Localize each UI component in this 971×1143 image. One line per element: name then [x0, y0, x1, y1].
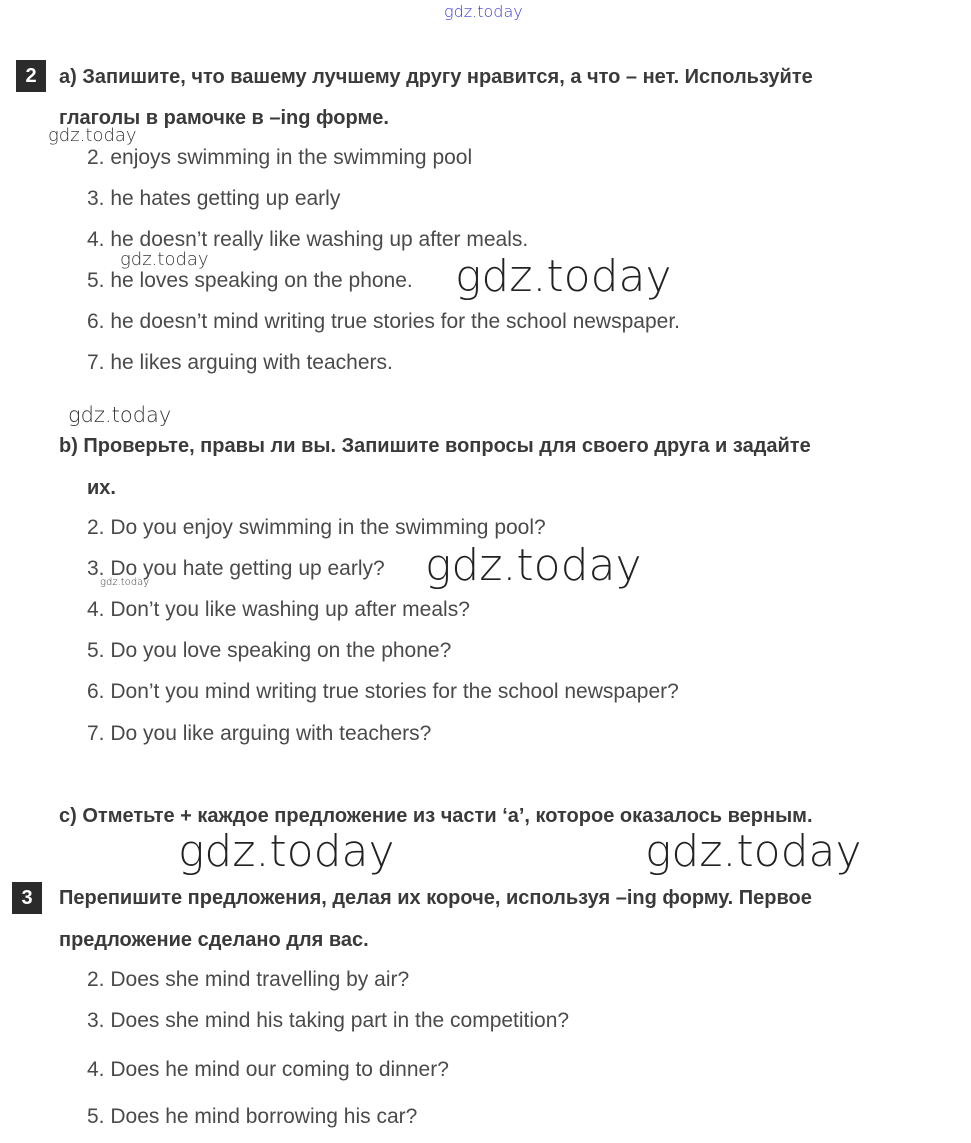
watermark: gdz.today [645, 826, 862, 877]
instruction: а) Запишите, что вашему лучшему другу нравится, а что – нет. Используйте [59, 66, 813, 88]
answer: 4. Don’t you like washing up after meals? [87, 598, 470, 621]
watermark: gdz.today [48, 125, 137, 146]
watermark: gdz.today [455, 251, 672, 302]
exercise-number: 3 [12, 882, 42, 914]
instruction: глаголы в рамочке в –ing форме. [59, 107, 389, 129]
answer: 5. Do you love speaking on the phone? [87, 639, 452, 662]
instruction: с) Отметьте + каждое предложение из части ‘а’, которое оказалось верным. [59, 805, 813, 827]
instruction: их. [87, 477, 116, 499]
answer: 7. Do you like arguing with teachers? [87, 722, 432, 745]
watermark: gdz.today [100, 577, 150, 588]
answer: 3. Do you hate getting up early? [87, 557, 385, 580]
answer: 2. Does she mind travelling by air? [87, 968, 410, 991]
instruction: b) Проверьте, правы ли вы. Запишите вопросы для своего друга и задайте [59, 435, 811, 457]
answer: 4. he doesn’t really like washing up after meals. [87, 228, 529, 251]
watermark: gdz.today [178, 826, 395, 877]
watermark: gdz.today [444, 2, 523, 21]
watermark: gdz.today [68, 403, 172, 427]
answer: 5. he loves speaking on the phone. [87, 269, 413, 292]
answer: 6. Don’t you mind writing true stories for the school newspaper? [87, 680, 679, 703]
watermark: gdz.today [425, 540, 642, 591]
instruction: предложение сделано для вас. [59, 929, 369, 951]
answer: 6. he doesn’t mind writing true stories for the school newspaper. [87, 310, 680, 333]
answer: 4. Does he mind our coming to dinner? [87, 1058, 449, 1081]
answer: 3. he hates getting up early [87, 187, 341, 210]
exercise-number: 2 [16, 60, 46, 92]
instruction: Перепишите предложения, делая их короче, используя –ing форму. Первое [59, 887, 812, 909]
answer: 2. Do you enjoy swimming in the swimming pool? [87, 516, 546, 539]
answer: 7. he likes arguing with teachers. [87, 351, 393, 374]
answer: 2. enjoys swimming in the swimming pool [87, 146, 473, 169]
watermark: gdz.today [120, 249, 209, 270]
answer: 3. Does she mind his taking part in the competition? [87, 1009, 570, 1032]
answer: 5. Does he mind borrowing his car? [87, 1105, 418, 1128]
